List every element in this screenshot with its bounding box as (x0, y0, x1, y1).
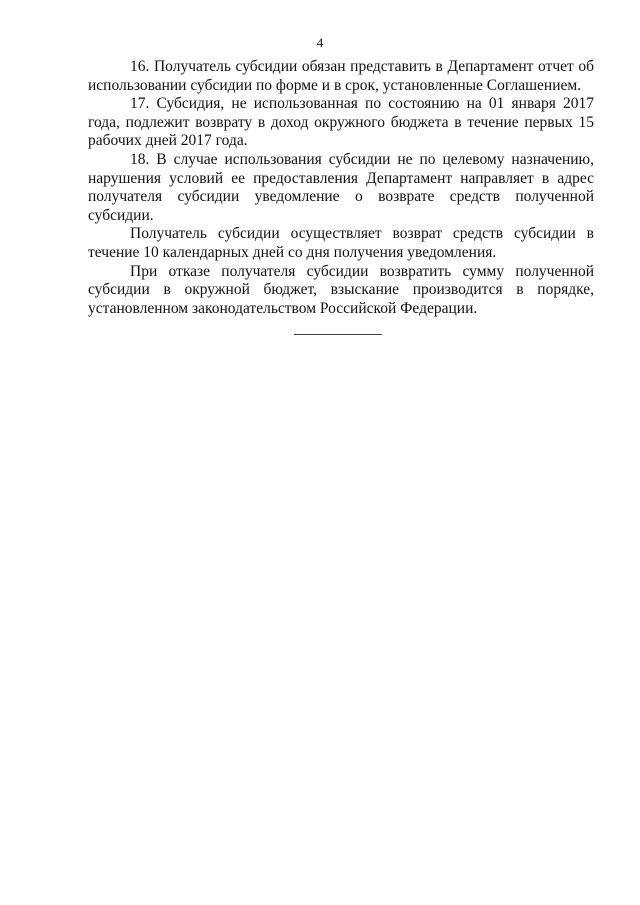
paragraph-17: 17. Субсидия, не использованная по состоянию на 01 января 2017 года, подлежит возврату в доход окружного бюджета в течение первых 15 рабочих дней 2017 года. (88, 95, 594, 150)
paragraph-18: 18. В случае использования субсидии не по целевому назначению, нарушения условий ее предоставления Департамент направляет в адрес получателя субсидии уведомление о возврате средств полученной субсидии. (88, 150, 594, 224)
document-body (88, 58, 594, 318)
end-divider (294, 334, 382, 335)
paragraph-18-return-term: Получатель субсидии осуществляет возврат средств субсидии в течение 10 календарных дней со дня получения уведомления. (88, 225, 594, 261)
paragraph-18-refusal: При отказе получателя субсидии возвратить сумму полученной субсидии в окружной бюджет, взыскание производится в порядке, установленном законодательством Российской Федерации. (88, 262, 594, 317)
page-number: 4 (316, 35, 324, 50)
paragraph-16: 16. Получатель субсидии обязан представить в Департамент отчет об использовании субсидии по форме и в срок, установленные Соглашением. (88, 58, 594, 94)
